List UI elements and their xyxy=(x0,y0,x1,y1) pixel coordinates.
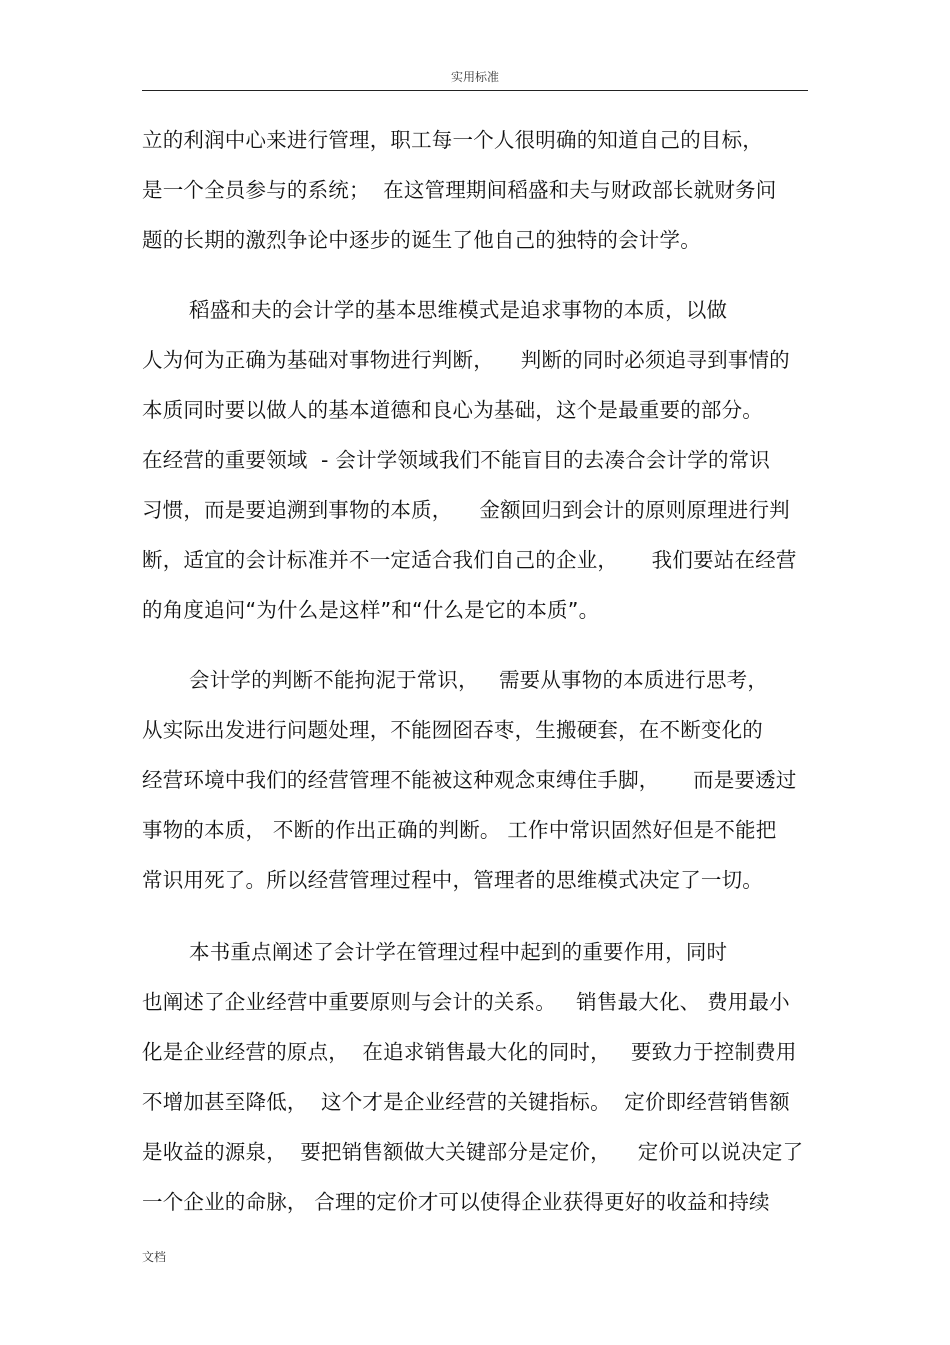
body-line: 是收益的源泉， 要把销售额做大关键部分是定价， 定价可以说决定了 xyxy=(142,1140,804,1164)
body-line: 断，适宜的会计标准并不一定适合我们自己的企业， 我们要站在经营 xyxy=(142,548,797,572)
page-footer: 文档 xyxy=(142,1250,167,1264)
body-line: 也阐述了企业经营中重要原则与会计的关系。 销售最大化、 费用最小 xyxy=(142,990,790,1014)
page-header: 实用标准 xyxy=(450,70,499,84)
body-line: 是一个全员参与的系统； 在这管理期间稻盛和夫与财政部长就财务问 xyxy=(142,178,777,202)
body-line: 稻盛和夫的会计学的基本思维模式是追求事物的本质，以做 xyxy=(142,298,728,322)
body-line: 立的利润中心来进行管理，职工每一个人很明确的知道自己的目标， xyxy=(142,128,763,152)
body-line: 常识用死了。所以经营管理过程中，管理者的思维模式决定了一切。 xyxy=(142,868,763,892)
body-line: 习惯，而是要追溯到事物的本质， 金额回归到会计的原则原理进行判 xyxy=(142,498,790,522)
body-line: 本质同时要以做人的基本道德和良心为基础，这个是最重要的部分。 xyxy=(142,398,763,422)
body-line: 在经营的重要领域 - 会计学领域我们不能盲目的去凑合会计学的常识 xyxy=(142,448,771,472)
body-line: 的角度追问“为什么是这样”和“什么是它的本质”。 xyxy=(142,598,600,622)
body-line: 从实际出发进行问题处理，不能囫囵吞枣，生搬硬套，在不断变化的 xyxy=(142,718,763,742)
body-line: 不增加甚至降低， 这个才是企业经营的关键指标。 定价即经营销售额 xyxy=(142,1090,790,1114)
header-divider xyxy=(142,90,808,91)
body-line: 人为何为正确为基础对事物进行判断， 判断的同时必须追寻到事情的 xyxy=(142,348,790,372)
body-line: 化是企业经营的原点， 在追求销售最大化的同时， 要致力于控制费用 xyxy=(142,1040,797,1064)
body-line: 一个企业的命脉， 合理的定价才可以使得企业获得更好的收益和持续 xyxy=(142,1190,770,1214)
body-line: 会计学的判断不能拘泥于常识， 需要从事物的本质进行思考， xyxy=(142,668,769,692)
body-line: 经营环境中我们的经营管理不能被这种观念束缚住手脚， 而是要透过 xyxy=(142,768,797,792)
body-line: 事物的本质， 不断的作出正确的判断。 工作中常识固然好但是不能把 xyxy=(142,818,777,842)
body-line: 题的长期的激烈争论中逐步的诞生了他自己的独特的会计学。 xyxy=(142,228,701,252)
body-line: 本书重点阐述了会计学在管理过程中起到的重要作用，同时 xyxy=(142,940,728,964)
